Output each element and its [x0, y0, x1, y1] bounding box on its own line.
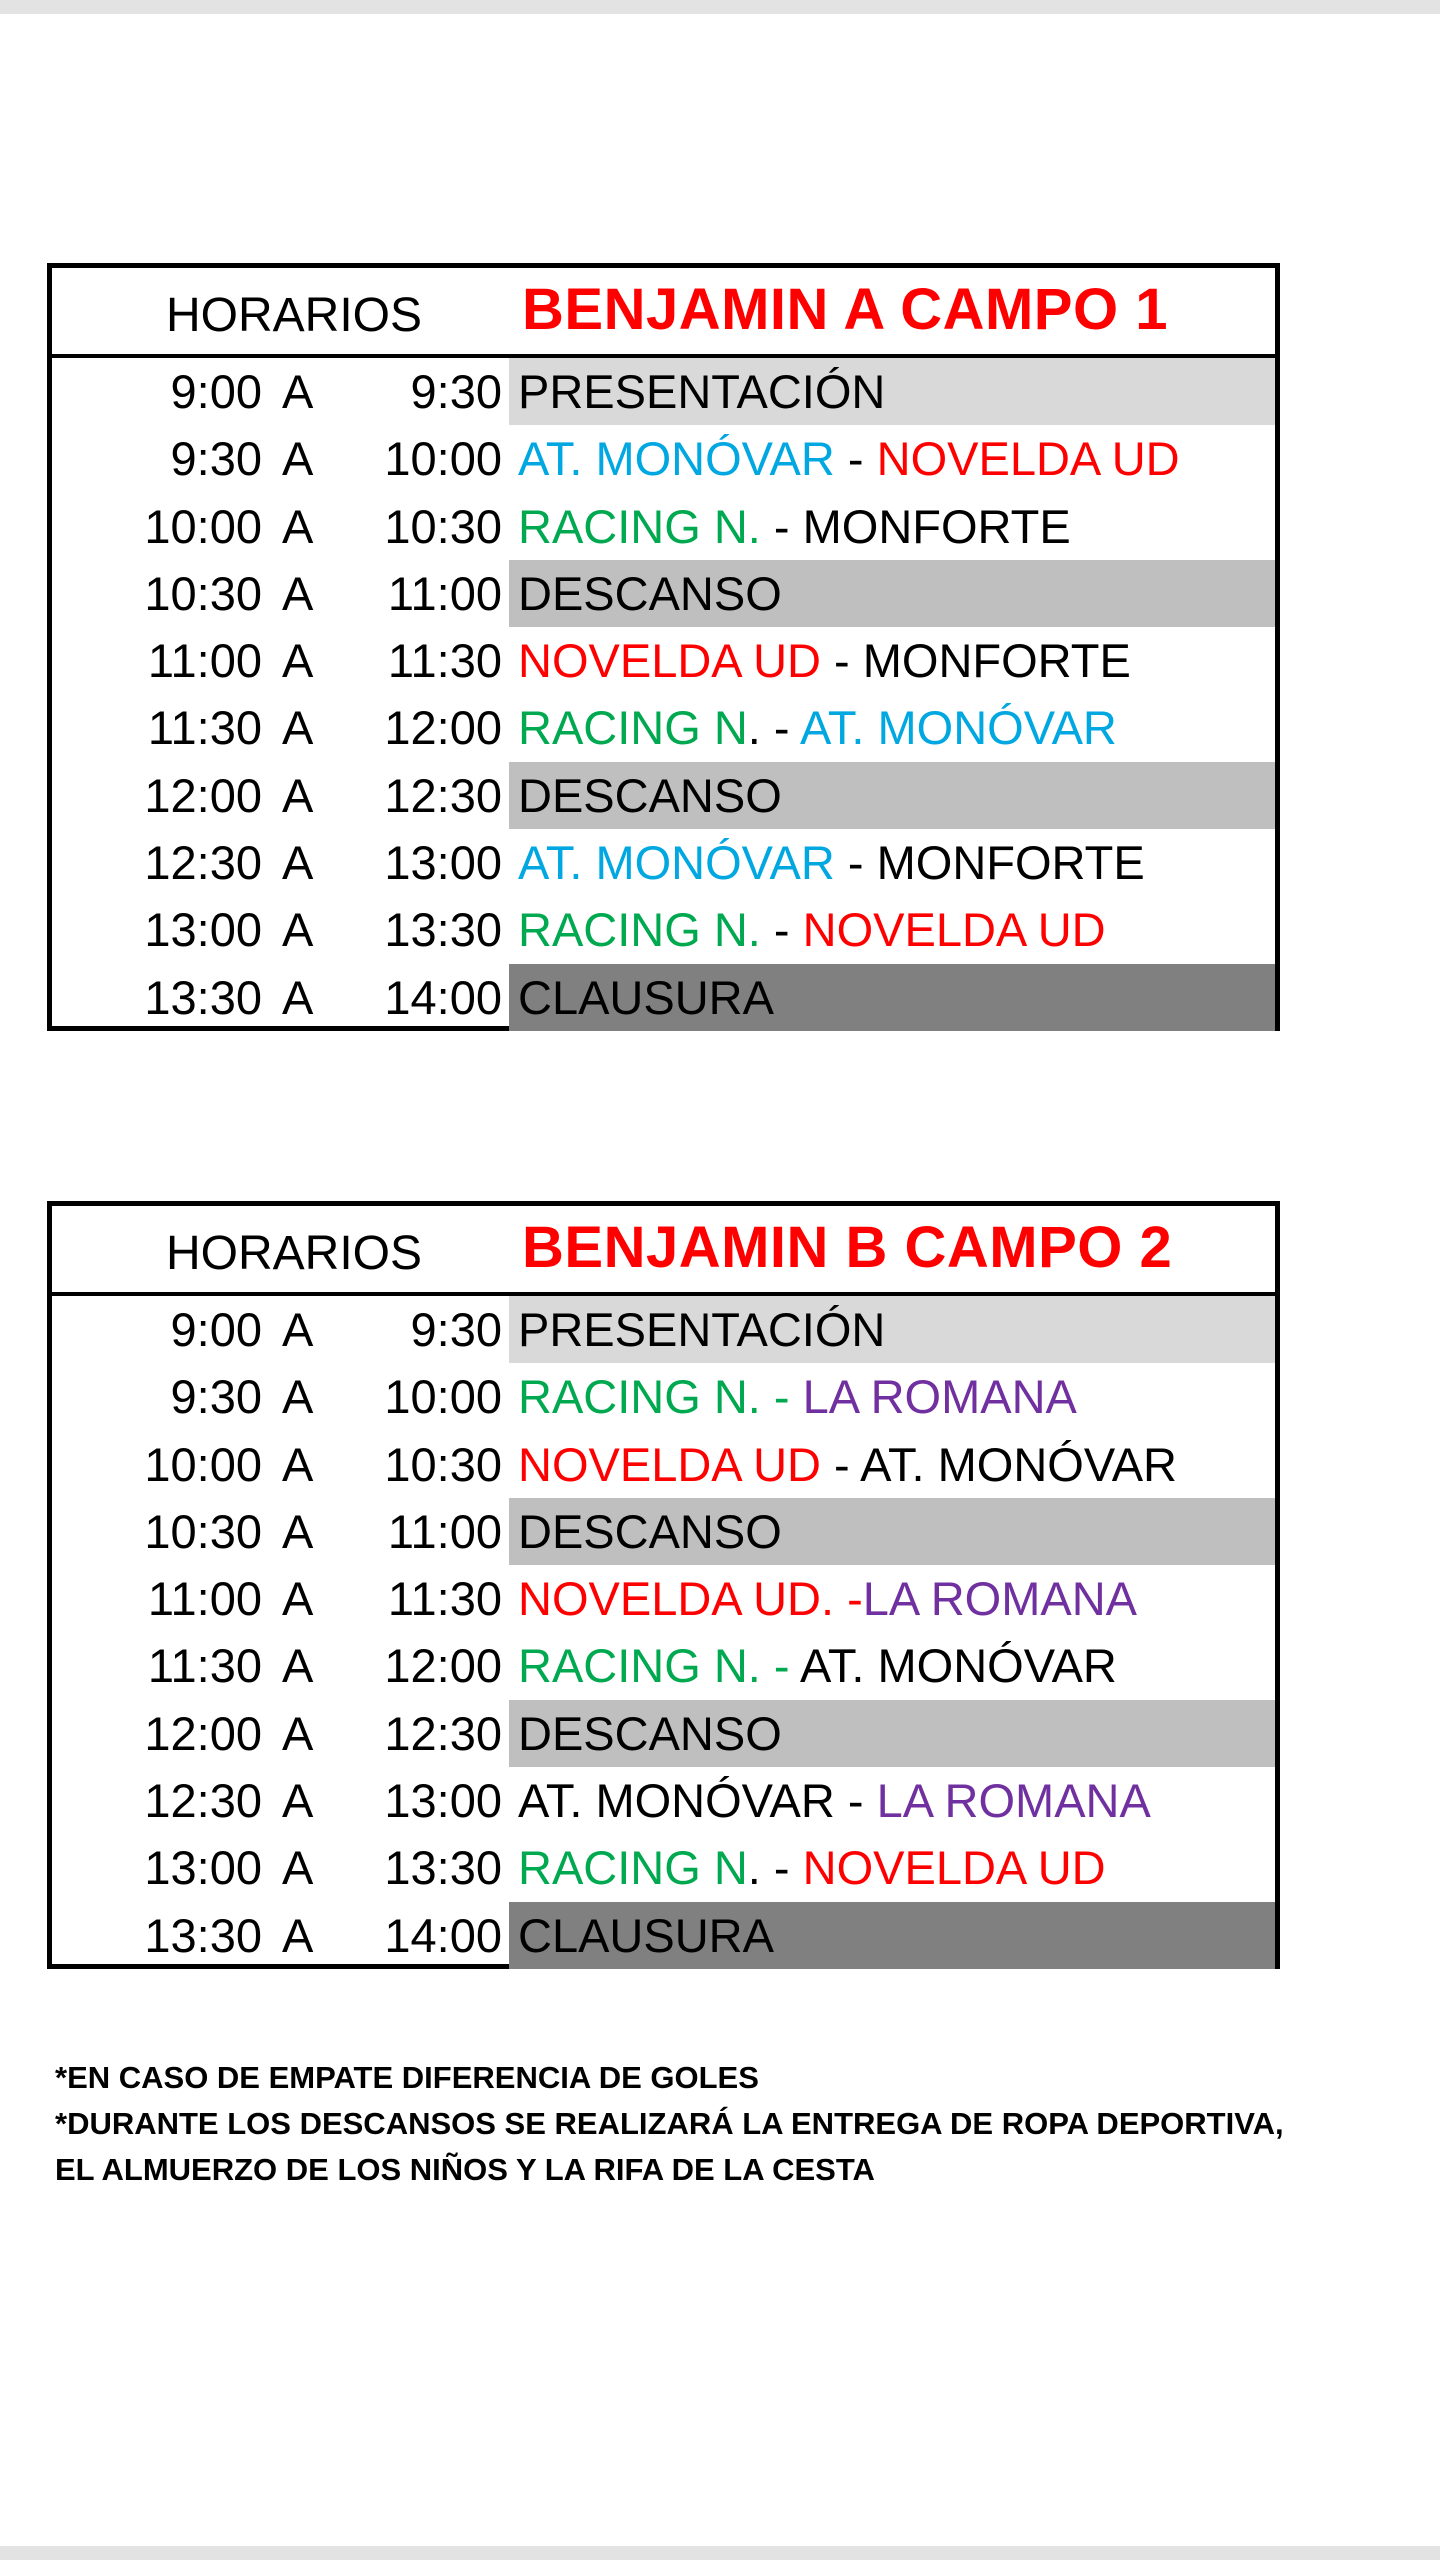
schedule-row [52, 1767, 1275, 1834]
event-text-part: RACING N. - [518, 1639, 801, 1693]
time-start: 10:00 [144, 499, 262, 553]
event-text-part: PRESENTACIÓN [518, 365, 886, 418]
event-description [509, 358, 1275, 425]
event-text-part: AT. MONÓVAR [800, 701, 1117, 755]
time-start: 12:30 [144, 836, 262, 890]
event-text-part: AT. MONÓVAR [518, 836, 835, 890]
footnote-breaks-continued: EL ALMUERZO DE LOS NIÑOS Y LA RIFA DE LA CESTA [55, 2152, 875, 2187]
time-start: 10:30 [144, 566, 262, 620]
page-top-edge [0, 0, 1440, 14]
event-description [509, 1632, 1275, 1699]
schedule-row [52, 560, 1275, 627]
event-description [509, 964, 1275, 1031]
schedule-row [52, 1296, 1275, 1363]
schedule-header [52, 1206, 1275, 1296]
schedule-title: BENJAMIN B CAMPO 2 [522, 1215, 1173, 1280]
time-start: 13:00 [144, 1841, 262, 1895]
event-description [509, 1700, 1275, 1767]
event-text-part: AT. MONÓVAR [518, 432, 835, 486]
event-description [509, 425, 1275, 492]
event-text-part: CLAUSURA [518, 970, 774, 1024]
time-end: 12:00 [384, 701, 502, 755]
time-end: 13:00 [384, 1774, 502, 1828]
time-start: 11:30 [147, 701, 262, 755]
footnote-breaks: *DURANTE LOS DESCANSOS SE REALIZARÁ LA ENTREGA DE ROPA DEPORTIVA, [55, 2106, 1284, 2141]
time-start: 12:30 [144, 1774, 262, 1828]
event-text-part: RACING N [518, 701, 748, 755]
schedule-row [52, 493, 1275, 560]
event-text-part: PRESENTACIÓN [518, 1303, 886, 1356]
event-text-part: . - [747, 1841, 803, 1895]
time-separator: A [282, 768, 314, 822]
time-separator: A [282, 1504, 314, 1558]
time-end: 11:00 [387, 566, 502, 620]
event-description [509, 829, 1275, 896]
time-start: 9:00 [170, 365, 262, 418]
time-end: 11:30 [387, 634, 502, 688]
time-separator: A [282, 365, 314, 418]
schedule-row [52, 694, 1275, 761]
event-description [509, 1902, 1275, 1969]
page-bottom-edge [0, 2546, 1440, 2560]
time-end: 12:30 [384, 768, 502, 822]
time-separator: A [282, 1370, 314, 1424]
schedule-header [52, 268, 1275, 358]
schedule-header-label: HORARIOS [166, 1227, 423, 1280]
event-text-part: - MONFORTE [820, 634, 1131, 688]
schedule-rows [52, 358, 1275, 1031]
time-separator: A [282, 1841, 314, 1895]
event-description [509, 1363, 1275, 1430]
time-separator: A [282, 836, 314, 890]
time-separator: A [282, 499, 314, 553]
event-text-part: - [834, 432, 877, 486]
time-start: 11:00 [147, 1572, 262, 1626]
time-start: 11:00 [147, 634, 262, 688]
event-description [509, 762, 1275, 829]
time-start: 13:30 [144, 1908, 262, 1962]
schedule-row [52, 896, 1275, 963]
time-end: 10:30 [384, 1437, 502, 1491]
time-end: 9:30 [410, 1303, 502, 1356]
schedule-row [52, 1902, 1275, 1969]
time-separator: A [282, 1437, 314, 1491]
schedule-table-campo-1 [47, 263, 1280, 1031]
time-start: 10:00 [144, 1437, 262, 1491]
event-text-part: - MONFORTE [760, 499, 1071, 553]
schedule-row [52, 1363, 1275, 1430]
event-text-part: LA ROMANA [876, 1774, 1151, 1828]
time-start: 12:00 [144, 768, 262, 822]
time-end: 14:00 [384, 1908, 502, 1962]
schedule-row [52, 627, 1275, 694]
time-end: 12:30 [384, 1706, 502, 1760]
event-text-part: NOVELDA UD [876, 432, 1180, 486]
time-start: 10:30 [144, 1504, 262, 1558]
event-text-part: RACING N. [518, 903, 761, 957]
time-start: 9:30 [170, 432, 262, 486]
event-text-part: RACING N. - [518, 1370, 803, 1424]
time-end: 13:30 [384, 1841, 502, 1895]
event-description [509, 694, 1275, 761]
time-end: 10:00 [384, 1370, 502, 1424]
event-text-part: . - [747, 701, 801, 755]
footnotes [55, 2055, 1284, 2193]
time-separator: A [282, 1908, 314, 1962]
event-description [509, 1431, 1275, 1498]
event-text-part: LA ROMANA [862, 1572, 1137, 1626]
event-text-part: - AT. MONÓVAR [820, 1437, 1177, 1491]
time-separator: A [282, 903, 314, 957]
schedule-row [52, 964, 1275, 1031]
schedule-row [52, 1700, 1275, 1767]
time-end: 10:30 [384, 499, 502, 553]
event-text-part: RACING N. [518, 499, 761, 553]
time-start: 9:30 [170, 1370, 262, 1424]
event-text-part: NOVELDA UD [518, 634, 821, 688]
schedule-row [52, 1834, 1275, 1901]
event-text-part: DESCANSO [518, 566, 782, 620]
time-end: 11:00 [387, 1504, 502, 1558]
time-end: 12:00 [384, 1639, 502, 1693]
event-description [509, 1296, 1275, 1363]
time-separator: A [282, 634, 314, 688]
time-end: 11:30 [387, 1572, 502, 1626]
event-text-part: NOVELDA UD [802, 1841, 1106, 1895]
time-separator: A [282, 1706, 314, 1760]
schedule-header-label: HORARIOS [166, 289, 423, 342]
event-description [509, 1834, 1275, 1901]
schedule-row [52, 1632, 1275, 1699]
schedule-row [52, 829, 1275, 896]
time-start: 11:30 [147, 1639, 262, 1693]
schedule-table-campo-2 [47, 1201, 1280, 1969]
schedule-title: BENJAMIN A CAMPO 1 [522, 277, 1168, 342]
time-end: 10:00 [384, 432, 502, 486]
time-end: 13:00 [384, 836, 502, 890]
schedule-row [52, 1565, 1275, 1632]
schedule-row [52, 358, 1275, 425]
schedule-row [52, 1431, 1275, 1498]
schedule-rows [52, 1296, 1275, 1969]
time-separator: A [282, 1572, 314, 1626]
event-text-part: AT. MONÓVAR - [518, 1774, 877, 1828]
time-separator: A [282, 970, 314, 1024]
event-text-part: DESCANSO [518, 1706, 782, 1760]
event-text-part: NOVELDA UD [802, 903, 1106, 957]
footnote-tiebreak: *EN CASO DE EMPATE DIFERENCIA DE GOLES [55, 2060, 759, 2095]
event-description [509, 627, 1275, 694]
time-separator: A [282, 566, 314, 620]
time-start: 13:00 [144, 903, 262, 957]
time-end: 13:30 [384, 903, 502, 957]
time-separator: A [282, 1639, 314, 1693]
event-text-part: AT. MONÓVAR [800, 1639, 1117, 1693]
time-start: 9:00 [170, 1303, 262, 1356]
event-text-part: DESCANSO [518, 768, 782, 822]
event-text-part: RACING N [518, 1841, 748, 1895]
event-description [509, 560, 1275, 627]
event-text-part: DESCANSO [518, 1504, 782, 1558]
time-separator: A [282, 432, 314, 486]
time-start: 13:30 [144, 970, 262, 1024]
time-separator: A [282, 701, 314, 755]
schedule-row [52, 1498, 1275, 1565]
event-text-part: - MONFORTE [834, 836, 1145, 890]
event-description [509, 896, 1275, 963]
time-end: 9:30 [410, 365, 502, 418]
event-description [509, 1565, 1275, 1632]
event-text-part: - [760, 903, 803, 957]
schedule-row [52, 762, 1275, 829]
time-end: 14:00 [384, 970, 502, 1024]
time-start: 12:00 [144, 1706, 262, 1760]
event-text-part: NOVELDA UD [518, 1437, 821, 1491]
event-description [509, 1767, 1275, 1834]
event-description [509, 493, 1275, 560]
event-text-part: CLAUSURA [518, 1908, 774, 1962]
time-separator: A [282, 1303, 314, 1356]
event-text-part: LA ROMANA [802, 1370, 1077, 1424]
event-description [509, 1498, 1275, 1565]
schedule-row [52, 425, 1275, 492]
event-text-part: NOVELDA UD. - [518, 1572, 863, 1626]
time-separator: A [282, 1774, 314, 1828]
